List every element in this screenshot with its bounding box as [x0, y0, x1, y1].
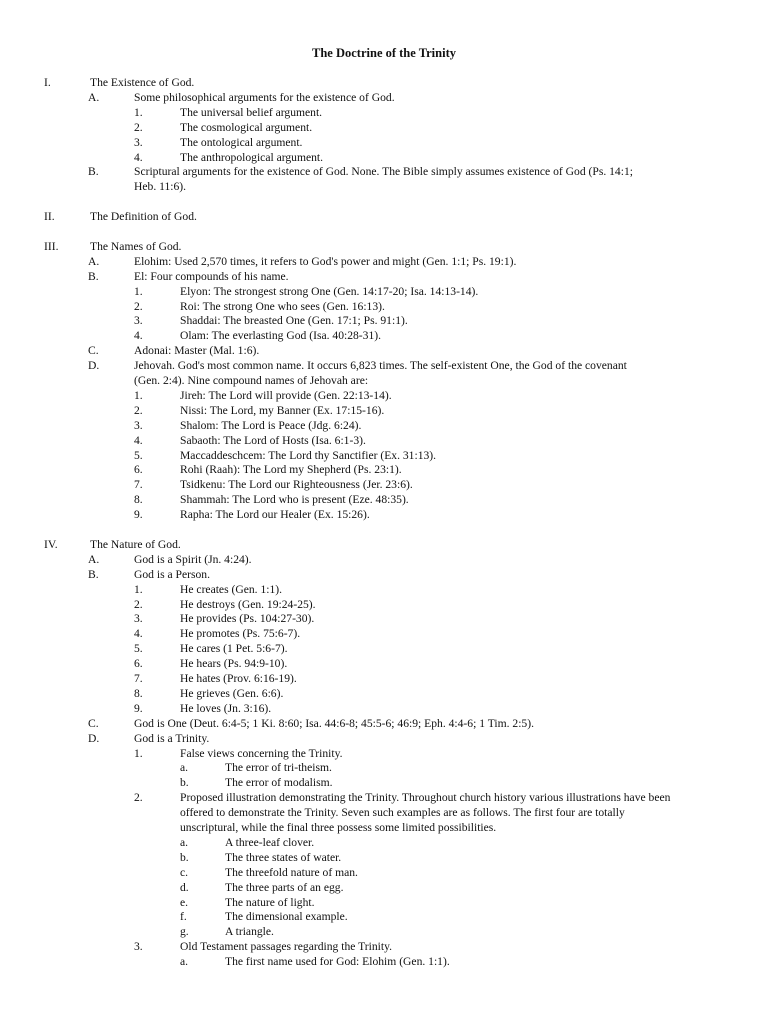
outline-marker: 4. [134, 329, 143, 343]
outline-marker: A. [88, 552, 100, 566]
outline-text: The Definition of God. [90, 210, 197, 224]
outline-marker: a. [180, 835, 189, 849]
outline-text: The Names of God. [90, 239, 182, 253]
outline-marker: f. [180, 910, 187, 924]
outline-marker: d. [180, 880, 189, 894]
outline-marker: 1. [134, 105, 143, 119]
outline-marker: e. [180, 895, 189, 909]
outline-text: Some philosophical arguments for the existence of God. [134, 90, 395, 104]
outline-text: God is a Person. [134, 567, 210, 581]
outline-marker: 1. [134, 284, 143, 298]
outline-marker: A. [88, 90, 100, 104]
outline-marker: 5. [134, 448, 143, 462]
outline-text: He promotes (Ps. 75:6-7). [180, 627, 301, 641]
outline-text: A triangle. [225, 925, 274, 939]
outline-marker: 1. [134, 582, 143, 596]
outline-marker: 2. [134, 791, 143, 805]
outline-text: Old Testament passages regarding the Trinity. [180, 940, 393, 954]
outline-text: El: Four compounds of his name. [134, 269, 289, 283]
outline-text: He creates (Gen. 1:1). [180, 582, 283, 596]
outline-marker: g. [180, 925, 189, 939]
outline-text: The cosmological argument. [180, 120, 313, 134]
outline-text: Jehovah. God's most common name. It occurs 6,823 times. The self-existent One, the God of the covenant [134, 359, 627, 373]
outline-marker: 6. [134, 463, 143, 477]
outline-marker: B. [88, 165, 99, 179]
outline-text: Nissi: The Lord, my Banner (Ex. 17:15-16). [180, 403, 385, 417]
outline-marker: 8. [134, 493, 143, 507]
outline-marker: 3. [134, 940, 143, 954]
outline-marker: a. [180, 955, 189, 969]
outline-marker: A. [88, 254, 100, 268]
outline-text: Shammah: The Lord who is present (Eze. 48:35). [180, 493, 409, 507]
outline-marker: b. [180, 850, 189, 864]
outline-text: He cares (1 Pet. 5:6-7). [180, 642, 288, 656]
outline-text: He hates (Prov. 6:16-19). [180, 672, 297, 685]
outline-text: Shaddai: The breasted One (Gen. 17:1; Ps. 91:1). [180, 314, 408, 328]
outline-text: The universal belief argument. [180, 105, 323, 119]
outline-text: Shalom: The Lord is Peace (Jdg. 6:24). [180, 418, 362, 432]
outline-marker: C. [88, 716, 99, 730]
outline-marker: 2. [134, 597, 143, 611]
outline-marker: 4. [134, 150, 143, 164]
outline-text: The three states of water. [225, 850, 342, 864]
outline-marker: 7. [134, 672, 143, 685]
outline-text: The Existence of God. [90, 76, 195, 89]
outline-text: He provides (Ps. 104:27-30). [180, 612, 315, 626]
outline-marker: 5. [134, 642, 143, 656]
outline-marker: 4. [134, 627, 143, 641]
outline-marker: a. [180, 761, 189, 775]
outline-text: The threefold nature of man. [225, 865, 358, 879]
outline-marker: III. [44, 239, 59, 253]
outline-marker: 8. [134, 686, 143, 700]
outline-text: Olam: The everlasting God (Isa. 40:28-31). [180, 329, 382, 343]
outline-marker: D. [88, 731, 100, 745]
outline-text: The first name used for God: Elohim (Gen. 1:1). [225, 955, 450, 969]
outline-text: Elohim: Used 2,570 times, it refers to God's power and might (Gen. 1:1; Ps. 19:1). [134, 254, 517, 268]
outline-text: God is One (Deut. 6:4-5; 1 Ki. 8:60; Isa. 44:6-8; 45:5-6; 46:9; Eph. 4:4-6; 1 Tim. 2:5). [134, 716, 534, 730]
outline-text: Rapha: The Lord our Healer (Ex. 15:26). [180, 508, 370, 522]
outline-marker: 2. [134, 299, 143, 313]
outline-marker: 3. [134, 612, 143, 626]
outline-text: offered to demonstrate the Trinity. Seven such examples are as follows. The first four are totally [180, 806, 625, 820]
outline-text: Sabaoth: The Lord of Hosts (Isa. 6:1-3). [180, 433, 366, 447]
outline-marker: 4. [134, 433, 143, 447]
outline-text: The error of modalism. [225, 776, 333, 790]
outline-marker: b. [180, 776, 189, 790]
outline-text: (Gen. 2:4). Nine compound names of Jehovah are: [134, 374, 369, 387]
outline-text: False views concerning the Trinity. [180, 746, 343, 760]
outline-marker: II. [44, 210, 55, 224]
outline-text: God is a Spirit (Jn. 4:24). [134, 552, 252, 566]
outline-marker: 7. [134, 478, 143, 492]
outline-text: Proposed illustration demonstrating the Trinity. Throughout church history various illustrations have been [180, 791, 671, 805]
outline-text: Rohi (Raah): The Lord my Shepherd (Ps. 23:1). [180, 463, 402, 477]
outline-text: The three parts of an egg. [225, 880, 344, 894]
outline-text: He grieves (Gen. 6:6). [180, 686, 284, 700]
outline-text: The ontological argument. [180, 135, 303, 149]
outline-text: The nature of light. [225, 895, 315, 909]
outline-text: Roi: The strong One who sees (Gen. 16:13). [180, 299, 385, 313]
outline-text: God is a Trinity. [134, 731, 210, 745]
outline-marker: D. [88, 359, 100, 373]
outline-text: Heb. 11:6). [134, 180, 187, 194]
outline-text: The dimensional example. [225, 910, 348, 924]
outline-text: Tsidkenu: The Lord our Righteousness (Jer. 23:6). [180, 478, 413, 492]
outline-text: A three-leaf clover. [225, 835, 315, 849]
outline-text: Scriptural arguments for the existence of God. None. The Bible simply assumes existence of God (Ps. 14:1; [134, 165, 633, 179]
outline-marker: I. [44, 76, 51, 89]
outline-marker: 3. [134, 418, 143, 432]
outline-text: unscriptural, while the final three possess some limited possibilities. [180, 821, 497, 834]
outline-marker: 6. [134, 657, 143, 671]
outline-text: The error of tri-theism. [225, 761, 332, 775]
outline-marker: B. [88, 567, 99, 581]
outline-marker: B. [88, 269, 99, 283]
outline-marker: 9. [134, 701, 143, 715]
outline-marker: 2. [134, 403, 143, 417]
outline-marker: 1. [134, 746, 143, 760]
outline-marker: 3. [134, 314, 143, 328]
outline-marker: 3. [134, 135, 143, 149]
outline-text: Maccaddeschcem: The Lord thy Sanctifier (Ex. 31:13). [180, 448, 437, 462]
outline-text: Adonai: Master (Mal. 1:6). [134, 344, 260, 358]
outline-text: The Nature of God. [90, 537, 181, 551]
outline-marker: 2. [134, 120, 143, 134]
outline-marker: IV. [44, 537, 58, 551]
outline-marker: C. [88, 344, 99, 358]
outline-text: He loves (Jn. 3:16). [180, 701, 272, 715]
outline-text: He destroys (Gen. 19:24-25). [180, 597, 316, 611]
outline-marker: 1. [134, 388, 143, 402]
outline-text: The anthropological argument. [180, 150, 324, 164]
document-title: The Doctrine of the Trinity [312, 46, 456, 60]
outline-marker: c. [180, 865, 189, 879]
outline-text: Jireh: The Lord will provide (Gen. 22:13-14). [180, 388, 392, 402]
outline-marker: 9. [134, 508, 143, 522]
outline-text: He hears (Ps. 94:9-10). [180, 657, 288, 671]
outline-text: Elyon: The strongest strong One (Gen. 14:17-20; Isa. 14:13-14). [180, 284, 479, 298]
